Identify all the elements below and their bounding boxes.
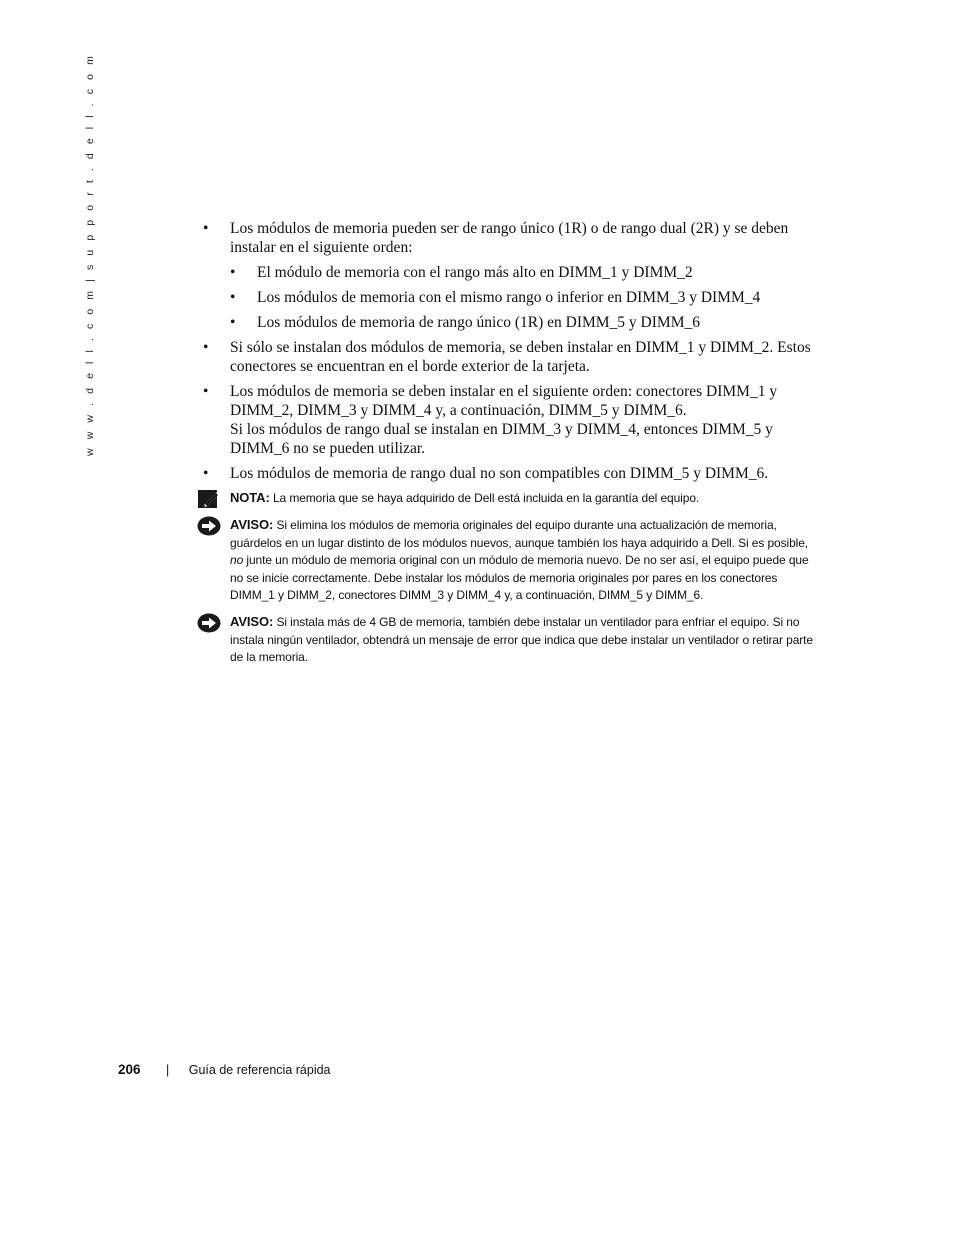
list-item (203, 219, 823, 332)
sub-list-item-text: Los módulos de memoria de rango único (1R) en DIMM_5 y DIMM_6 (257, 314, 700, 331)
notice-emphasis: no (230, 553, 244, 568)
footer-title: Guía de referencia rápida (188, 1063, 331, 1077)
bullet-icon: • (203, 383, 209, 400)
list-item-text: Los módulos de memoria de rango dual no son compatibles con DIMM_5 y DIMM_6. (230, 465, 769, 482)
page-footer (118, 1062, 331, 1077)
bullet-icon: • (230, 314, 236, 331)
bullet-icon: • (230, 264, 236, 281)
list-item (203, 464, 823, 483)
notice-arrow-icon (197, 516, 221, 536)
note-label: NOTA: (230, 490, 270, 505)
list-item (203, 382, 823, 458)
notice-box (197, 516, 817, 604)
sub-list-item-text: El módulo de memoria con el rango más alto en DIMM_1 y DIMM_2 (257, 264, 693, 281)
notice-text: Si instala más de 4 GB de memoria, también debe instalar un ventilador para enfriar el equipo. Si no instala ningún ventilador, obtendrá un mensaje de error que indica que debe instalar un ventilador o retirar parte de la memoria. (230, 615, 813, 665)
sub-list-item (230, 263, 823, 282)
sub-list-item-text: Los módulos de memoria con el mismo rango o inferior en DIMM_3 y DIMM_4 (257, 289, 761, 306)
side-url: w w w . d e l l . c o m | s u p p o r t . d e l l . c o m (84, 53, 96, 456)
sub-list-item (230, 288, 823, 307)
bullet-icon: • (203, 339, 209, 356)
page-number: 206 (118, 1062, 141, 1077)
sub-list-item (230, 313, 823, 332)
note-text: La memoria que se haya adquirido de Dell está incluida en la garantía del equipo. (272, 491, 700, 505)
main-content (203, 219, 823, 489)
footer-separator: | (166, 1063, 170, 1077)
bullet-icon: • (203, 220, 209, 237)
list-item-extra-text: Si los módulos de rango dual se instalan en DIMM_3 y DIMM_4, entonces DIMM_5 y DIMM_6 no se pueden utilizar. (230, 421, 773, 457)
bullet-icon: • (230, 289, 236, 306)
notes-section (197, 489, 817, 676)
notice-text: Si elimina los módulos de memoria originales del equipo durante una actualización de memoria, guárdelos en un lugar distinto de los módulos nuevos, aunque también los haya adquirido a Dell. Si es posible, (230, 518, 809, 550)
list-item-text: Los módulos de memoria se deben instalar en el siguiente orden: conectores DIMM_1 y DIMM_2, DIMM_3 y DIMM_4 y, a continuación, DIMM_5 y DIMM_6. (230, 383, 778, 419)
bullet-icon: • (203, 465, 209, 482)
sub-bullet-list (230, 263, 823, 332)
notice-label: AVISO: (230, 517, 274, 533)
notice-arrow-icon (197, 613, 221, 633)
bullet-list (203, 219, 823, 483)
list-item-text: Si sólo se instalan dos módulos de memoria, se deben instalar en DIMM_1 y DIMM_2. Estos conectores se encuentran en el borde exterior de la tarjeta. (230, 339, 811, 375)
pencil-note-icon (197, 489, 221, 509)
list-item-text: Los módulos de memoria pueden ser de rango único (1R) o de rango dual (2R) y se deben instalar en el siguiente orden: (230, 220, 789, 256)
notice-box (197, 613, 817, 666)
note-box (197, 489, 817, 507)
notice-label: AVISO: (230, 614, 274, 630)
list-item (203, 338, 823, 376)
notice-text-cont: junte un módulo de memoria original con un módulo de memoria nuevo. De no ser así, el equipo puede que no se inicie correctamente. Debe instalar los módulos de memoria originales por pares en los conectores DIMM_1 y DIMM_2, conectores DIMM_3 y DIMM_4 y, a continuación, DIMM_5 y DIMM_6. (230, 553, 809, 603)
